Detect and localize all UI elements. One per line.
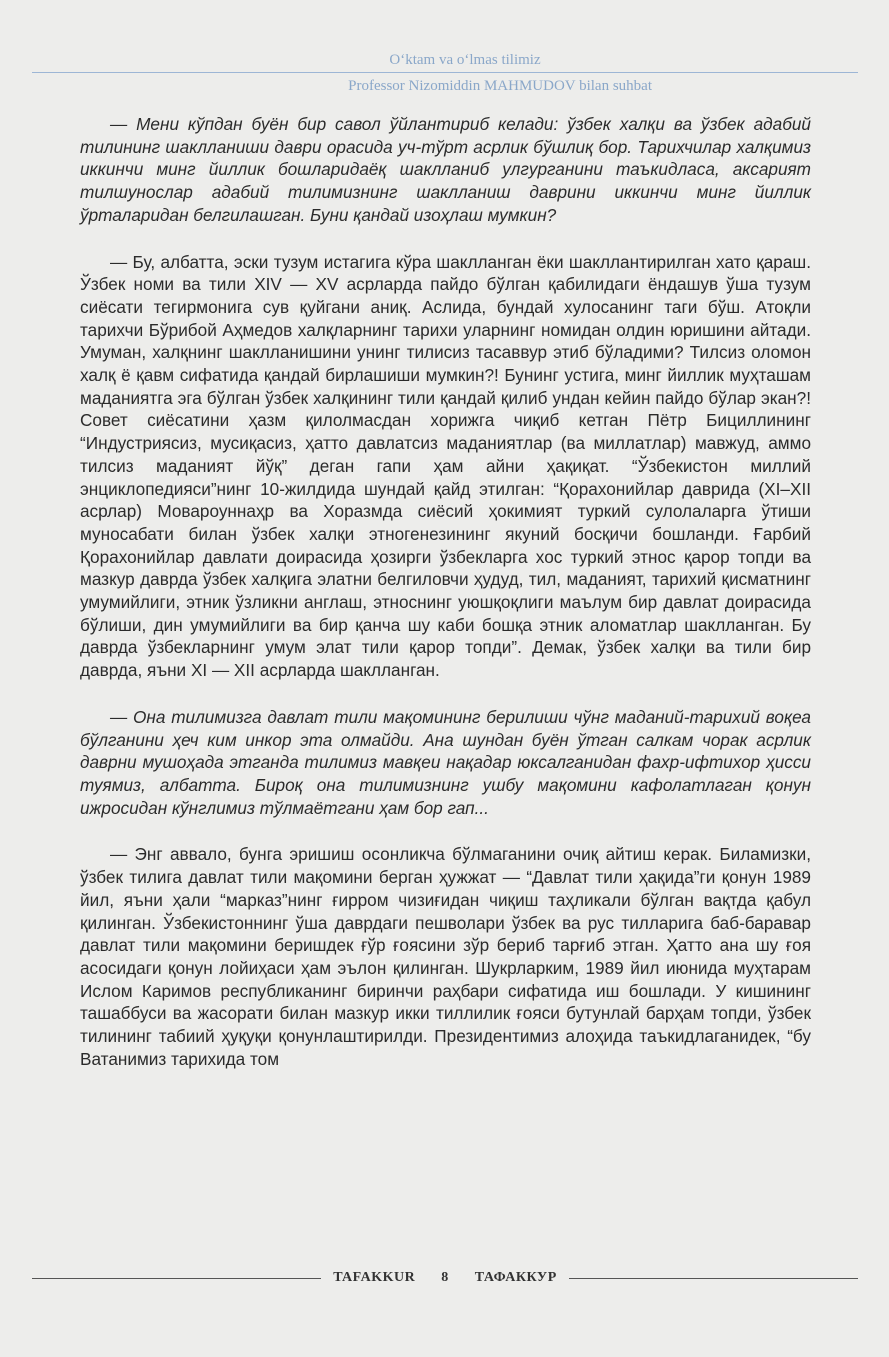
question-paragraph: — Мени кўпдан буён бир савол ўйлантириб келади: ўзбек халқи ва ўзбек адабий тилининг шаклланиши даври орасида уч-тўрт асрлик бўшлиқ бор. Тарихчилар халқимиз иккинчи минг йиллик бошларидаёқ шаклланиб улгурганини таъкидласа, аксарият тилшунослар адабий тилимизнинг шаклланиш даврини иккинчи минг йиллик ўрталаридан белгилашган. Буни қандай изоҳлаш мумкин? xyxy=(80,114,811,225)
footer-rule-right xyxy=(569,1278,858,1279)
header-subtitle: Professor Nizomiddin MAHMUDOV bilan suhbat xyxy=(348,78,652,94)
header-rule xyxy=(32,72,858,73)
article-body xyxy=(80,113,811,1070)
answer-paragraph: — Энг аввало, бунга эришиш осонликча бўлмаганини очиқ айтиш керак. Биламизки, ўзбек тилига давлат тили мақомини берган ҳужжат — “Давлат тили ҳақида”ги қонун 1989 йил, яъни ҳали “марказ”нинг ғирром чизиғидан чиқиш таҳликали бўлган вақтда қабул қилинган. Ўзбекистоннинг ўша даврдаги пешволари ўзбек ва рус тилларига баб-баравар давлат тили мақомини беришдек ғўр ғоясини зўр бериб тарғиб этган. Ҳатто ана шу ғоя асосидаги қонун лойиҳаси ҳам эълон қилинган. Шукрларким, 1989 йил июнида муҳтарам Ислом Каримов республиканинг биринчи раҳбари сифатида иш бошлади. У кишининг ташаббуси ва жасорати билан мазкур икки тиллилик ғояси бутунлай барҳам топди, ўзбек тилининг табиий ҳуқуқи қонунлаштирилди. Президентимиз алоҳида таъкидлаганидек, “бу Ватанимиз тарихида том xyxy=(80,844,811,1069)
question-paragraph: — Она тилимизга давлат тили мақомининг берилиши чўнг маданий-тарихий воқеа бўлганини ҳеч ким инкор эта олмайди. Ана шундан буён ўтган салкам чорак асрлик даврни мушоҳада этганда тилимиз мавқеи нақадар юксалганидан фахр-ифтихор ҳисси туямиз, албатта. Бироқ она тилимизнинг ушбу мақомини кафолатлаган қонун ижросидан кўнглимиз тўлмаётгани ҳам бор гап... xyxy=(80,706,811,818)
footer-magazine-name-latin: TAFAKKUR xyxy=(333,1270,416,1285)
header-title: O‘ktam va o‘lmas tilimiz xyxy=(389,52,541,68)
page-number: 8 xyxy=(441,1270,449,1285)
answer-paragraph: — Бу, албатта, эски тузум истагига кўра шаклланган ёки шакллантирилган хато қараш. Ўзбек номи ва тили XIV — XV асрларда пайдо бўлган қабилидаги ёндашув ўша тузум сиёсати тегирмонига сув қуйгани аниқ. Аслида, бундай хулосанинг таги бўш. Атоқли тарихчи Бўрибой Аҳмедов халқларнинг тарихи уларнинг номидан олдин юришини айтади. Умуман, халқнинг шаклланишини унинг тилисиз тасаввур этиб бўладими? Тилсиз оломон халқ ё қавм сифатида қандай бирлашиши мумкин?! Бунинг устига, минг йиллик муҳташам маданиятга эга бўлган ўзбек халқининг тили қандай қилиб ундан кейин пайдо бўлар экан?! Совет сиёсатини ҳазм қилолмасдан хорижга чиқиб кетган Пётр Бициллининг “Индустриясиз, мусиқасиз, ҳатто давлатсиз маданиятлар (ва миллатлар) мавжуд, аммо тилсиз маданият йўқ” деган гапи ҳам айни ҳақиқат. “Ўзбекистон миллий энциклопедияси”нинг 10-жилдида шундай қайд этилган: “Қорахонийлар даврида (XI–XII асрлар) Мовароуннаҳр ва Хоразмда сиёсий ҳокимият туркий сулолаларга ўтиши муносабати билан ўзбек халқи этногенезининг якуний босқичи бошланди. Ғарбий Қорахонийлар давлати доирасида ҳозирги ўзбекларга хос туркий этнос қарор топди ва мазкур даврда ўзбек халқига элатни белгиловчи ҳудуд, тил, маданият, тарихий қисматнинг умумийлиги, этник ўзликни англаш, этноснинг уюшқоқлиги маълум бир давлат доирасида бўлиши, дин умумийлиги ва бир қанча шу каби бошқа этник аломатлар шаклланган. Бу даврда ўзбекларнинг умум элат тили қарор топди”. Демак, ўзбек халқи ва тили бир даврда, яъни XI — XII асрларда шаклланган. xyxy=(80,251,811,681)
paragraph-gap xyxy=(80,227,811,251)
footer-magazine-name-cyrillic: ТАФАККУР xyxy=(474,1270,557,1285)
running-header xyxy=(32,50,858,96)
page-footer xyxy=(32,1268,858,1288)
paragraph-gap xyxy=(80,819,811,843)
footer-rule-left xyxy=(32,1278,321,1279)
paragraph-gap xyxy=(80,682,811,706)
